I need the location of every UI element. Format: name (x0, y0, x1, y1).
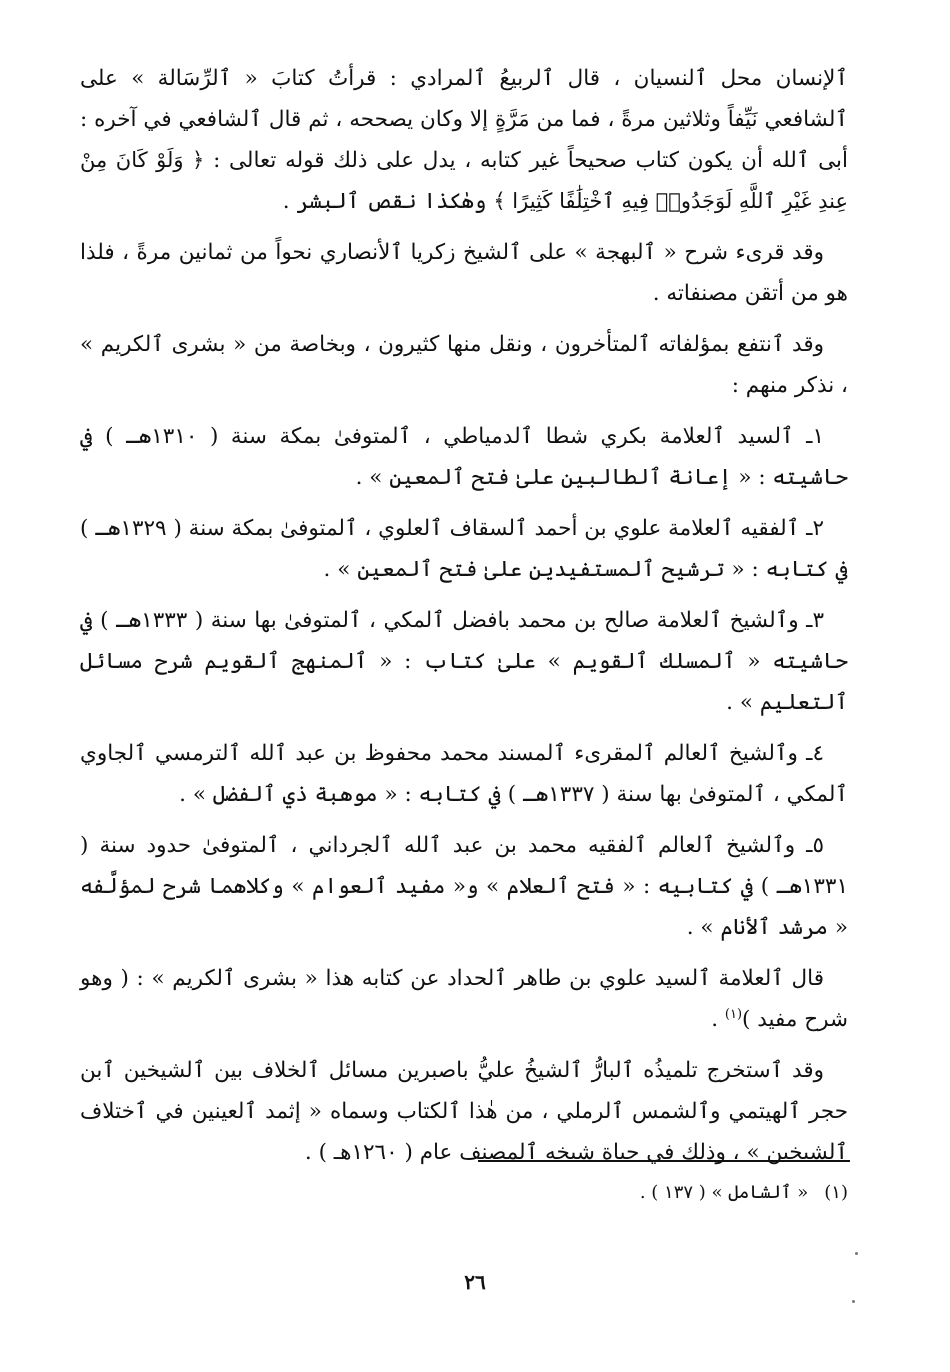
paragraph-quote (80, 958, 848, 1040)
footnote-separator (478, 1160, 850, 1162)
scan-speck (855, 1252, 858, 1255)
paragraph-1-text: ٱلإنسان محل ٱلنسيان ، قال ٱلربيعُ ٱلمرادي : قرأتُ كتابَ « ٱلرِّسَالة » على ٱلشافعي نَيِّفاً وثلاثين مرةً ، فما من مَرَّةٍ إلا وكان يصححه ، ثم قال ٱلشافعي في آخره : أبى ٱلله أن يكون كتاب صحيحاً غير كتابه ، يدل على ذلك قوله تعالى : (80, 66, 848, 173)
paragraph-last: وقد ٱستخرج تلميذُه ٱلبارُّ ٱلشيخُ عليُّ باصبرين مسائل ٱلخلاف بين ٱلشيخين ٱبن حجر ٱلهيتمي وٱلشمس ٱلرملي ، من هٰذا ٱلكتاب وسماه « إثمد ٱلعينين في ٱختلاف ٱلشيخين » ، وذلك في حياة شيخه ٱلمصنف عام ( ١٢٦٠هـ ) . (80, 1058, 848, 1165)
footnote-item (80, 1178, 848, 1208)
footnote-reference[interactable]: (١) (724, 1006, 743, 1022)
list-item-5: ٥ـ وٱلشيخ ٱلعالم ٱلفقيه محمد بن عبد ٱلله ٱلجرداني ، ٱلمتوفىٰ حدود سنة ( ١٣٣١هـ ) في كتابيه : « فتح ٱلعلام » و« مفيد ٱلعوام » وكلاهما شرح لمؤلَّفه « مرشد ٱلأنام » . (80, 833, 848, 940)
quran-verse: ﴿ وَلَوْ كَانَ مِنْ عِندِ غَيْرِ ٱللَّهِ لَوَجَدُوا۟ فِيهِ ٱخْتِلَٰفًا كَثِيرًا ﴾ (80, 148, 848, 213)
paragraph-1 (80, 58, 848, 222)
page-body (80, 58, 848, 1183)
paragraph-1-tail: وهٰكذا نقص ٱلبشر . (282, 189, 494, 214)
paragraph-quote-tail: . (711, 1007, 725, 1032)
footnotes (80, 1178, 848, 1208)
list-item-4: ٤ـ وٱلشيخ ٱلعالم ٱلمقرىء ٱلمسند محمد محفوظ بن عبد ٱلله ٱلترمسي ٱلجاوي ٱلمكي ، ٱلمتوفىٰ بها سنة ( ١٣٣٧هـ ) في كتابه : « موهبة ذي ٱلفضل » . (80, 741, 848, 807)
paragraph-3: وقد ٱنتفع بمؤلفاته ٱلمتأخرون ، ونقل منها كثيرون ، وبخاصة من « بشرى ٱلكريم » ، نذكر منهم : (80, 332, 848, 398)
list-item-3: ٣ـ وٱلشيخ ٱلعلامة صالح بن محمد بافضل ٱلمكي ، ٱلمتوفىٰ بها سنة ( ١٣٣٣هـ ) في حاشيته « ٱلمسلك ٱلقويم » علىٰ كتاب : « ٱلمنهج ٱلقويم شرح مسائل ٱلتعليم » . (80, 608, 848, 715)
footnote-text: « ٱلشامل » ( ١٣٧ ) . (639, 1182, 809, 1203)
paragraph-quote-text: قال ٱلعلامة ٱلسيد علوي بن طاهر ٱلحداد عن كتابه هذا « بشرى ٱلكريم » : ( وهو شرح مفيد ) (80, 966, 848, 1032)
list-item-1: ١ـ ٱلسيد ٱلعلامة بكري شطا ٱلدمياطي ، ٱلمتوفىٰ بمكة سنة ( ١٣١٠هـ ) في حاشيته : « إعانة ٱلطالبين علىٰ فتح ٱلمعين » . (80, 424, 848, 490)
paragraph-2: وقد قرىء شرح « ٱلبهجة » على ٱلشيخ زكريا ٱلأنصاري نحواً من ثمانين مرةً ، فلذا هو من أتقن مصنفاته . (80, 240, 848, 306)
page-number: ٢٦ (464, 1270, 486, 1294)
scan-speck (852, 1300, 855, 1303)
list-item-2: ٢ـ ٱلفقيه ٱلعلامة علوي بن أحمد ٱلسقاف ٱلعلوي ، ٱلمتوفىٰ بمكة سنة ( ١٣٢٩هـ ) في كتابه : « ترشيح ٱلمستفيدين علىٰ فتح ٱلمعين » . (79, 516, 848, 582)
footnote-number: (١) (824, 1182, 848, 1203)
